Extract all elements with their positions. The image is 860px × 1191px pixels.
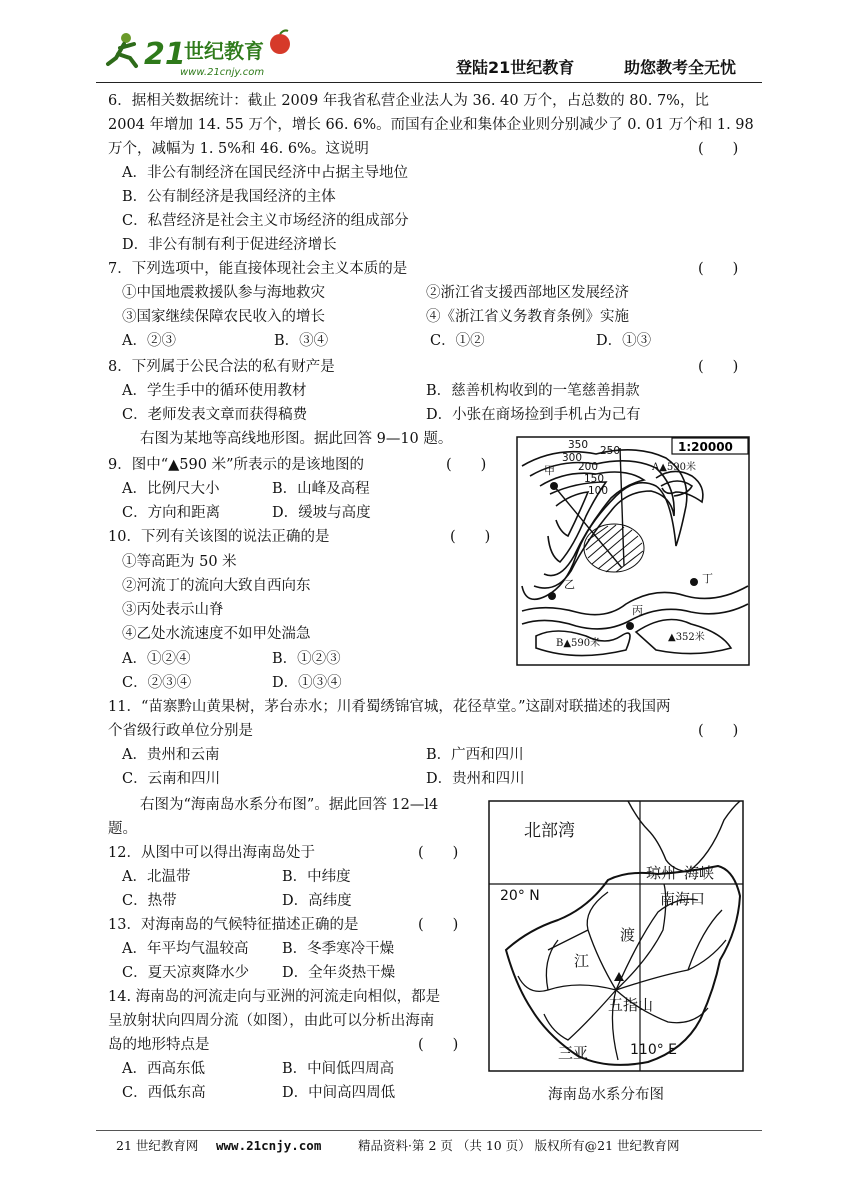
label-ding: 丁 [702,572,713,585]
hainan-map-caption: 海南岛水系分布图 [548,1087,664,1103]
q7-stem: 7．下列选项中，能直接体现社会主义本质的是 [108,261,408,277]
label-bing: 丙 [632,604,643,617]
footer-site: 21 世纪教育网 [116,1138,199,1153]
q13-stem: 13．对海南岛的气候特征描述正确的是 [108,917,359,933]
peak-a-label: A▲590米 [652,462,696,473]
q14-line2: 呈放射状向四周分流（如图），由此可以分析出海南 [108,1013,435,1029]
point-yi [548,592,556,600]
logo [104,28,304,80]
q7-item-1: ①中国地震救援队参与海地救灾 [122,285,325,301]
q6-option-b: B．公有制经济是我国经济的主体 [122,189,336,205]
q12-option-d: D．高纬度 [282,893,352,909]
q12-option-a: A．北温带 [122,869,191,885]
q11-option-c: C．云南和四川 [122,771,221,787]
header-rule [96,82,762,83]
label-yi: 乙 [564,578,575,591]
q7-option-b: B．③④ [274,333,329,349]
intro-12-14-line2: 题。 [108,821,137,837]
q6-option-d: D．非公有制有利于促进经济增长 [122,237,337,253]
contour-label-350: 350 [568,439,589,451]
contour-map [516,436,750,666]
runner-icon [108,33,136,66]
q11-option-d: D．贵州和四川 [426,771,525,787]
q11-option-a: A．贵州和云南 [122,747,220,763]
footer-page-info: 精品资料·第 2 页 （共 10 页） 版权所有@21 世纪教育网 [358,1138,680,1153]
contour-label-200: 200 [578,461,599,473]
label-jia: 甲 [544,464,555,477]
q10-item-4: ④乙处水流速度不如甲处湍急 [122,626,311,642]
q10-stem: 10．下列有关该图的说法正确的是 [108,529,330,545]
point-bing [626,622,634,630]
label-jiang: 江 [574,952,590,970]
q14-line3: 岛的地形特点是 [108,1037,210,1053]
label-qiongzhou: 琼州 [646,864,677,882]
answer-paren: ( ) [446,457,487,473]
label-du: 渡 [620,926,636,944]
q9-stem: 9．图中“▲590 米”所表示的是该地图的 [108,457,364,473]
footer-url[interactable] [216,1140,321,1153]
q10-option-a: A．①②④ [122,651,191,667]
contour-label-100: 100 [588,485,609,497]
q9-option-a: A．比例尺大小 [122,481,220,497]
label-sanya: 三亚 [558,1044,589,1062]
header-slogan-left: 登陆21世纪教育 [456,58,575,77]
q12-option-c: C．热带 [122,893,177,909]
label-strait: 海峡 [684,864,715,882]
q6-line2: 2004 年增加 14. 55 万个，增长 66. 6%。而国有企业和集体企业则分别减少了 0. 01 万个和 1. 98 [108,117,754,133]
answer-paren: ( ) [418,1037,459,1053]
q14-line1: 14. 海南岛的河流走向与亚洲的河流走向相似，都是 [108,989,441,1005]
q11-line2: 个省级行政单位分别是 [108,723,253,739]
logo-url: www.21cnjy.com [180,67,265,78]
q7-item-4: ④《浙江省义务教育条例》实施 [426,309,629,325]
q14-option-a: A．西高东低 [122,1061,205,1077]
q14-option-b: B．中间低四周高 [282,1061,395,1077]
q13-option-c: C．夏天凉爽降水少 [122,965,250,981]
answer-paren: ( ) [418,845,459,861]
q8-option-b: B．慈善机构收到的一笔慈善捐款 [426,383,640,399]
footer-url-text[interactable]: www.21cnjy.com [216,1138,322,1153]
hainan-map [488,800,744,1072]
q14-option-c: C．西低东高 [122,1085,206,1101]
q14-option-d: D．中间高四周低 [282,1085,396,1101]
peak-352-label: ▲352米 [668,632,705,643]
q10-item-1: ①等高距为 50 米 [122,554,237,570]
q10-option-b: B．①②③ [272,651,341,667]
answer-paren: ( ) [698,723,739,739]
answer-paren: ( ) [698,261,739,277]
q13-option-a: A．年平均气温较高 [122,941,249,957]
longitude-label: 110° E [630,1042,678,1058]
q9-option-b: B．山峰及高程 [272,481,370,497]
q6-option-c: C．私营经济是社会主义市场经济的组成部分 [122,213,409,229]
point-jia [550,482,558,490]
q9-option-d: D．缓坡与高度 [272,505,371,521]
contour-label-250: 250 [600,445,621,457]
q8-stem: 8．下列属于公民合法的私有财产是 [108,359,335,375]
peak-b-label: B▲590米 [556,638,601,649]
contour-label-150: 150 [584,473,605,485]
logo-number: 21 [144,37,186,72]
q7-option-c: C．①② [430,333,485,349]
q12-option-b: B．中纬度 [282,869,351,885]
q7-option-d: D．①③ [596,333,652,349]
scale-label: 1:20000 [678,440,733,454]
label-haikou: 南海口 [660,890,706,908]
answer-paren: ( ) [698,359,739,375]
q13-option-b: B．冬季寒冷干燥 [282,941,395,957]
q8-option-d: D．小张在商场捡到手机占为己有 [426,407,641,423]
q6-line1: 6．据相关数据统计：截止 2009 年我省私营企业法人为 36. 40 万个，占总数的 80. 7%，比 [108,93,709,109]
q10-option-d: D．①③④ [272,675,342,691]
contour-label-300: 300 [562,452,583,464]
label-beibu-gulf: 北部湾 [524,821,575,841]
q11-line1: 11．“苗寨黔山黄果树，茅台赤水；川肴蜀绣锦官城，花径草堂。”这副对联描述的我国两 [108,699,671,715]
q13-option-d: D．全年炎热干燥 [282,965,396,981]
header-slogan-right: 助您教考全无忧 [624,58,737,77]
q6-line3: 万个，减幅为 1. 5%和 46. 6%。这说明 [108,141,369,157]
intro-9-10: 右图为某地等高线地形图。据此回答 9—10 题。 [140,431,453,447]
intro-12-14-line1: 右图为“海南岛水系分布图”。据此回答 12—l4 [140,797,439,813]
answer-paren: ( ) [418,917,459,933]
point-ding [690,578,698,586]
answer-paren: ( ) [450,529,491,545]
q12-stem: 12．从图中可以得出海南岛处于 [108,845,315,861]
logo-text: 世纪教育 [184,39,264,63]
q9-option-c: C．方向和距离 [122,505,221,521]
q7-option-a: A．②③ [122,333,176,349]
q10-item-3: ③丙处表示山脊 [122,602,224,618]
apple-icon [270,34,290,54]
q6-option-a: A．非公有制经济在国民经济中占据主导地位 [122,165,408,181]
footer-rule [96,1130,762,1131]
latitude-label: 20° N [500,888,540,904]
q7-item-2: ②浙江省支援西部地区发展经济 [426,285,629,301]
q8-option-a: A．学生手中的循环使用教材 [122,383,307,399]
q8-option-c: C．老师发表文章而获得稿费 [122,407,308,423]
q11-option-b: B．广西和四川 [426,747,524,763]
q10-item-2: ②河流丁的流向大致自西向东 [122,578,311,594]
q7-item-3: ③国家继续保障农民收入的增长 [122,309,325,325]
label-wuzhishan: 五指山 [608,996,654,1014]
answer-paren: ( ) [698,141,739,157]
q10-option-c: C．②③④ [122,675,192,691]
